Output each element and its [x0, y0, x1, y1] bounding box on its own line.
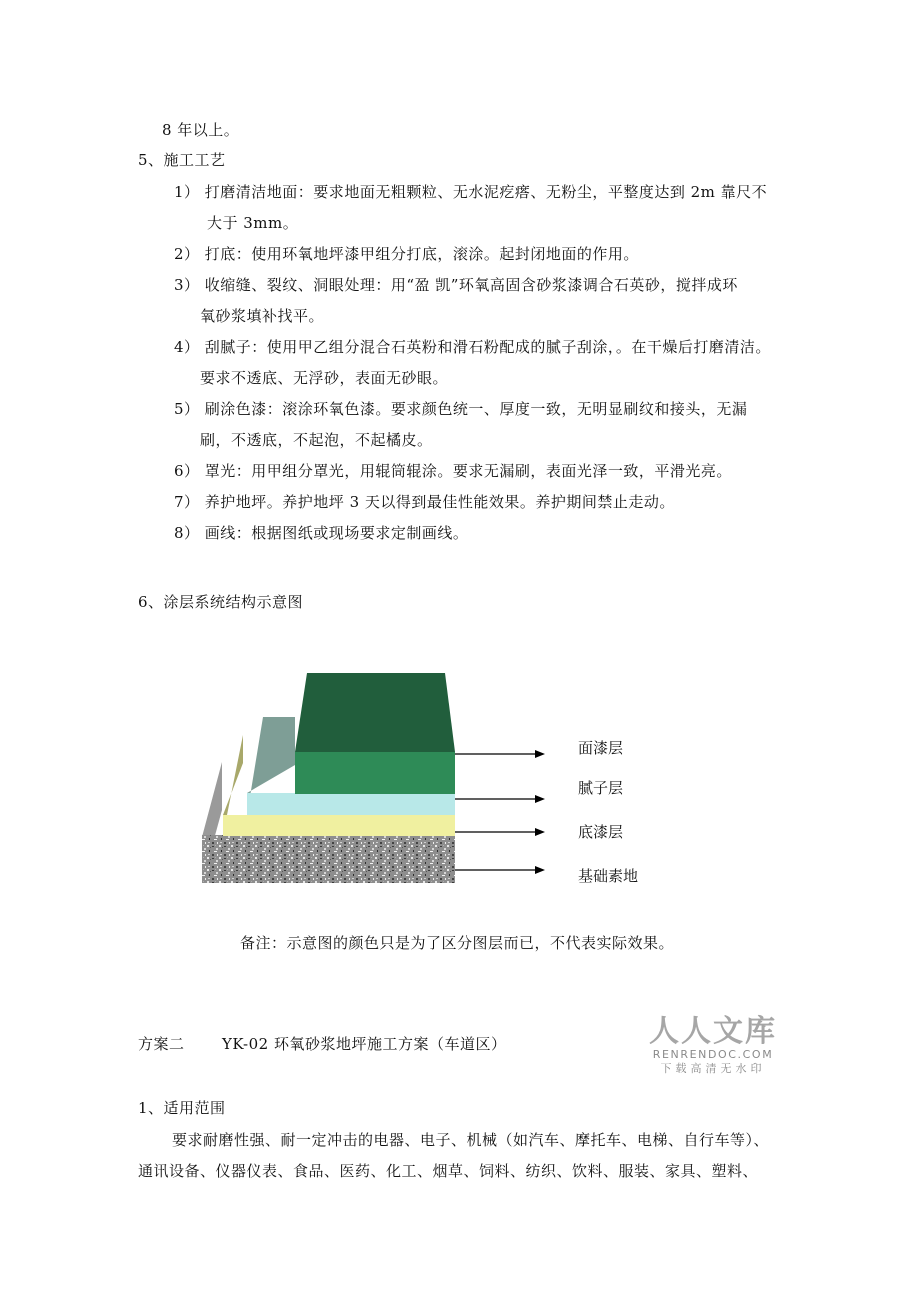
list-item-continuation: 要求不透底、无浮砂，表面无砂眼。 — [200, 369, 449, 387]
arrowhead-topcoat — [535, 750, 545, 758]
list-item: 4） 刮腻子：使用甲乙组分混合石英粉和滑石粉配成的腻子刮涂，。在干燥后打磨清洁。 — [174, 338, 771, 356]
section2-title-left: 方案二 — [138, 1035, 185, 1053]
section-heading: 1、适用范围 — [138, 1099, 226, 1117]
watermark-main: 人人文库 — [649, 1014, 777, 1049]
label-primer: 底漆层 — [578, 823, 624, 841]
watermark-url: RENRENDOC.COM — [652, 1048, 774, 1061]
diagram-note: 备注：示意图的颜色只是为了区分图层而已，不代表实际效果。 — [240, 934, 675, 952]
list-item: 8） 画线：根据图纸或现场要求定制画线。 — [174, 524, 469, 542]
topcoat-top-face — [295, 673, 455, 752]
section-heading: 5、施工工艺 — [138, 151, 226, 169]
paragraph-line: 要求耐磨性强、耐一定冲击的电器、电子、机械（如汽车、摩托车、电梯、自行车等）、 — [172, 1131, 770, 1149]
list-item-continuation: 大于 3mm。 — [207, 214, 299, 232]
section2-title-right: YK-02 环氧砂浆地坪施工方案（车道区） — [222, 1035, 507, 1053]
primer-front-face — [223, 815, 455, 836]
label-topcoat: 面漆层 — [578, 739, 624, 757]
text-line: 8 年以上。 — [162, 121, 240, 139]
watermark-tagline: 下载高清无水印 — [660, 1062, 766, 1075]
base-front-face — [202, 835, 455, 883]
watermark-logo — [648, 1016, 778, 1076]
list-item: 6） 罩光：用甲组分罩光，用辊筒辊涂。要求无漏刷，表面光泽一致，平滑光亮。 — [174, 462, 732, 480]
label-base: 基础素地 — [578, 867, 639, 885]
list-item: 5） 刷涂色漆：滚涂环氧色漆。要求颜色统一、厚度一致，无明显刷纹和接头，无漏 — [174, 400, 748, 418]
arrowhead-base — [535, 866, 545, 874]
label-putty: 腻子层 — [578, 779, 624, 797]
arrowhead-putty — [535, 795, 545, 803]
list-item: 3） 收缩缝、裂纹、洞眼处理：用“盈 凯”环氧高固含砂浆漆调合石英砂，搅拌成环 — [174, 276, 738, 294]
section-heading: 6、涂层系统结构示意图 — [138, 593, 304, 611]
arrowhead-primer — [535, 828, 545, 836]
list-item: 1） 打磨清洁地面：要求地面无粗颗粒、无水泥疙瘩、无粉尘，平整度达到 2m 靠尺不 — [174, 183, 768, 201]
list-item: 2） 打底：使用环氧地坪漆甲组分打底，滚涂。起封闭地面的作用。 — [174, 245, 639, 263]
topcoat-front-face — [295, 752, 455, 794]
coating-structure-diagram — [195, 665, 675, 895]
paragraph-line: 通讯设备、仪器仪表、食品、医药、化工、烟草、饲料、纺织、饮料、服装、家具、塑料、 — [138, 1162, 759, 1180]
list-item: 7） 养护地坪。养护地坪 3 天以得到最佳性能效果。养护期间禁止走动。 — [174, 493, 675, 511]
list-item-continuation: 刷，不透底，不起泡，不起橘皮。 — [200, 431, 433, 449]
putty-front-face — [247, 793, 455, 815]
list-item-continuation: 氧砂浆填补找平。 — [200, 307, 325, 325]
